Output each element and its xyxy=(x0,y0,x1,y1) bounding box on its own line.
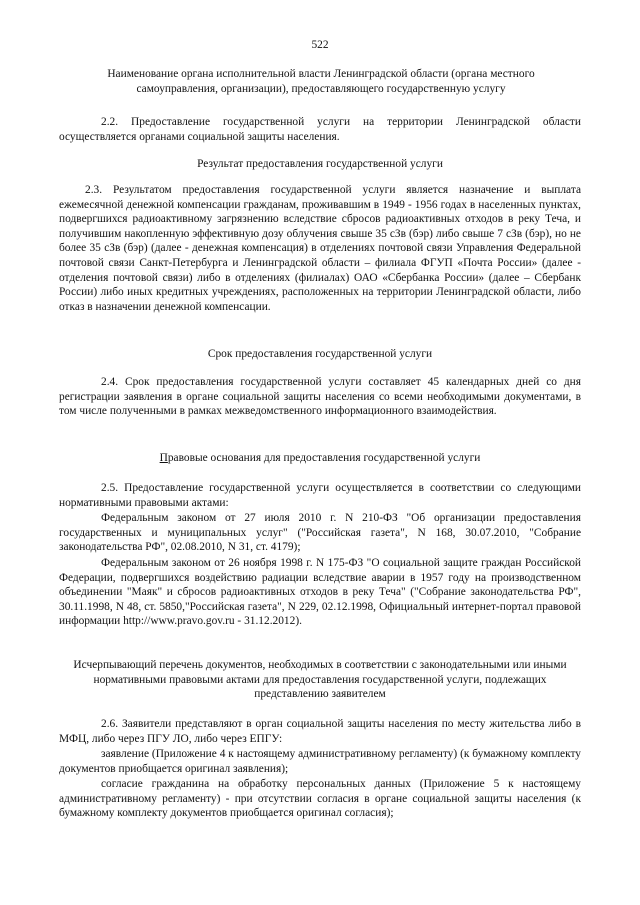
law-175-fz: Федеральным законом от 26 ноября 1998 г. N 175-ФЗ "О социальной защите граждан Российской Федерации, подвергшихся воздействию радиации вследствие аварии в 1957 году на производственном объединении "Маяк" и сбросов радиоактивных отходов в реку Теча" ("Собрание законодательства РФ", 30.11.1998, N 48, ст. 5850,"Российская газета", N 229, 02.12.1998, Официальный интернет-портал правовой информации http://www.pravo.gov.ru - 31.12.2012). xyxy=(59,557,581,628)
paragraph-2-5: 2.5. Предоставление государственной услуги осуществляется в соответствии со следующими нормативными правовыми актами: xyxy=(59,482,581,509)
legal-basis-heading xyxy=(59,451,581,466)
paragraph-2-3: 2.3. Результатом предоставления государственной услуги является назначение и выплата ежемесячной денежной компенсации гражданам, проживавшим в 1949 - 1956 годах в населенных пунктах, подвергшихся радиоактивному загрязнению вследствие сбросов радиоактивных отходов в реку Теча, и получившим накопленную эффективную дозу облучения свыше 35 сЗв (бэр) либо свыше 7 сЗв (бэр), но не более 35 сЗв (бэр) (далее - денежная компенсация) в отделениях почтовой связи Управления Федеральной почтовой связи Санкт-Петербурга и Ленинградской области – филиала ФГУП «Почта России» (далее - отделения почтовой связи) либо в отделениях (филиалах) ОАО «Сбербанка России» (далее – Сбербанк России) либо иных кредитных учреждениях, расположенных на территории Ленинградской области, либо отказ в назначении денежной компенсации. xyxy=(59,184,581,313)
paragraph-2-6: 2.6. Заявители представляют в орган социальной защиты населения по месту жительства либо в МФЦ, либо через ПГУ ЛО, либо через ЕПГУ: xyxy=(59,718,581,745)
item-application: заявление (Приложение 4 к настоящему административному регламенту) (к бумажному комплекту документов приобщается оригинал заявления); xyxy=(59,748,581,775)
paragraph-2-2: 2.2. Предоставление государственной услуги на территории Ленинградской области осуществляется органами социальной защиты населения. xyxy=(59,116,581,143)
term-heading: Срок предоставления государственной услуги xyxy=(207,348,433,360)
paragraph-2-4: 2.4. Срок предоставления государственной услуги составляет 45 календарных дней со дня регистрации заявления в органе социальной защиты населения со всеми необходимыми документами, в том числе полученными в рамках межведомственного информационного взаимодействия. xyxy=(59,376,581,418)
page-number: 522 xyxy=(311,39,329,51)
law-210-fz: Федеральным законом от 27 июля 2010 г. N 210-ФЗ "Об организации предоставления государственных и муниципальных услуг" ("Российская газета", N 168, 30.07.2010, "Собрание законодательства РФ", 02.08.2010, N 31, ст. 4179); xyxy=(59,512,581,554)
legal-heading-text: равовые основания для предоставления государственной услуги xyxy=(167,452,481,464)
documents-heading: Исчерпывающий перечень документов, необходимых в соответствии с законодательными или иными нормативными правовыми актами для предоставления государственной услуги, подлежащих представлению заявителем xyxy=(73,659,567,701)
authority-heading: Наименование органа исполнительной власти Ленинградской области (органа местного самоуправления, организации), предоставляющего государственную услугу xyxy=(107,68,535,95)
legal-heading-initial: П xyxy=(159,452,168,464)
result-heading: Результат предоставления государственной услуги xyxy=(197,158,443,170)
item-consent: согласие гражданина на обработку персональных данных (Приложение 5 к настоящему административному регламенту) - при отсутствии согласия в органе социальной защиты населения (к бумажному комплекту документов приобщается оригинал согласия); xyxy=(59,778,581,820)
